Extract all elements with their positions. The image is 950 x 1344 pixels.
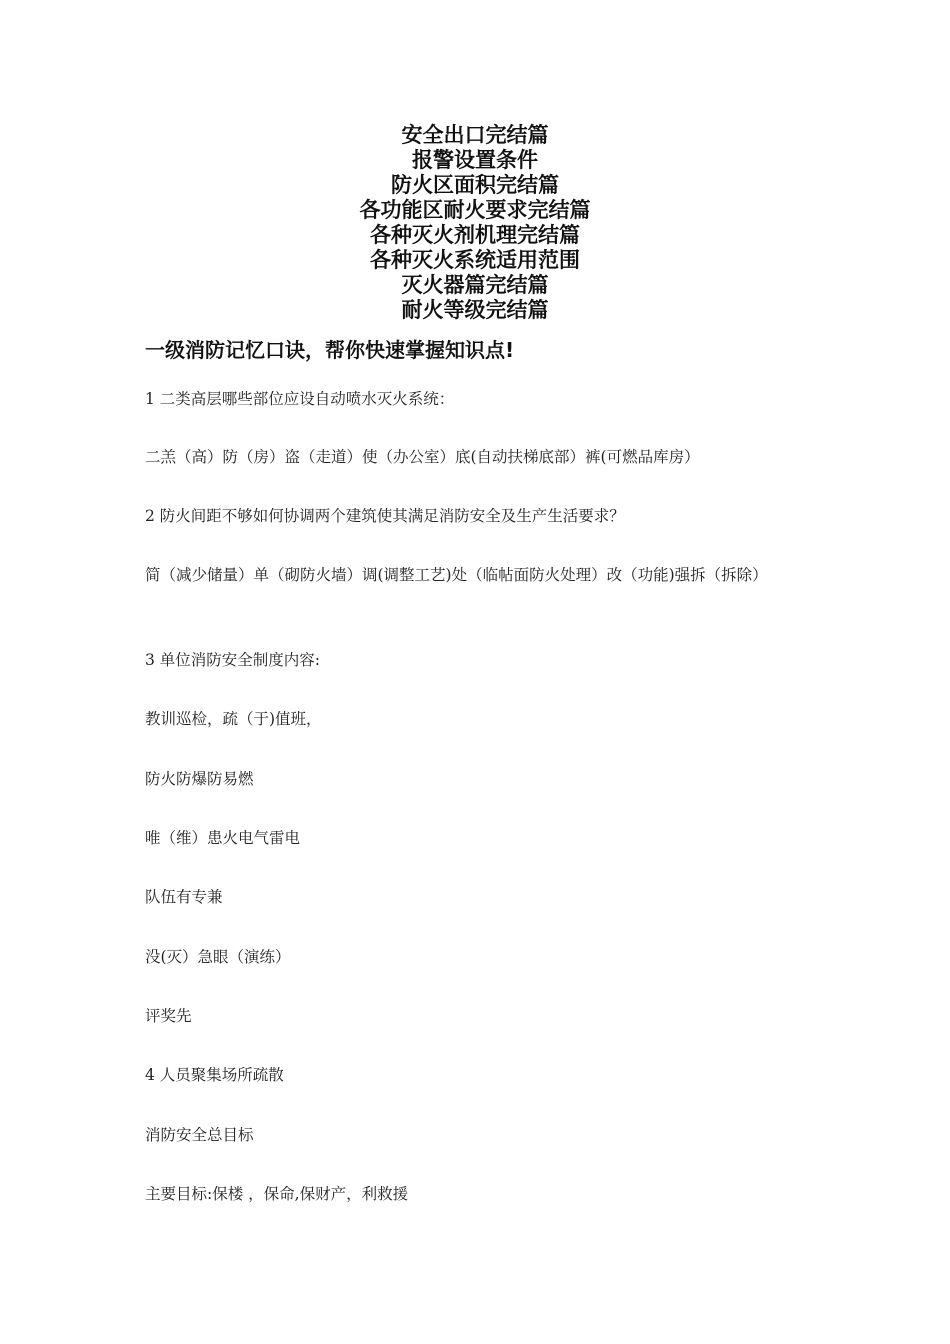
title-line: 各种灭火系统适用范围 bbox=[370, 248, 580, 272]
paragraph: 没(灭）急眼（演练） bbox=[145, 948, 291, 966]
paragraph: 4 人员聚集场所疏散 bbox=[145, 1066, 284, 1084]
title-line: 各功能区耐火要求完结篇 bbox=[359, 198, 591, 222]
title-list bbox=[0, 123, 950, 323]
paragraph: 消防安全总目标 bbox=[145, 1126, 254, 1144]
paragraph: 防火防爆防易燃 bbox=[145, 770, 254, 788]
paragraph: 2 防火间距不够如何协调两个建筑使其满足消防安全及生产生活要求？ bbox=[145, 507, 625, 525]
paragraph: 二羔（高）防（房）盗（走道）使（办公室）底(自动扶梯底部）裤(可燃品库房） bbox=[145, 448, 700, 466]
paragraph: 唯（维）患火电气雷电 bbox=[145, 829, 301, 847]
paragraph: 简（减少储量）单（砌防火墙）调(调整工艺)处（临帖面防火处理）改（功能)强拆（拆除） bbox=[145, 566, 768, 584]
section-heading: 一级消防记忆口诀，帮你快速掌握知识点! bbox=[145, 338, 515, 362]
title-line: 灭火器篇完结篇 bbox=[401, 273, 549, 297]
title-line: 各种灭火剂机理完结篇 bbox=[370, 223, 580, 247]
title-line: 耐火等级完结篇 bbox=[401, 298, 549, 322]
paragraph: 队伍有专兼 bbox=[145, 888, 223, 906]
title-line: 防火区面积完结篇 bbox=[391, 173, 559, 197]
paragraph: 1 二类高层哪些部位应设自动喷水灭火系统： bbox=[145, 390, 455, 408]
title-line: 安全出口完结篇 bbox=[401, 123, 549, 147]
paragraph: 教训巡检，疏（于)值班， bbox=[145, 710, 322, 728]
paragraph: 3 单位消防安全制度内容: bbox=[145, 651, 321, 669]
paragraph: 评奖先 bbox=[145, 1007, 192, 1025]
title-line: 报警设置条件 bbox=[412, 148, 538, 172]
paragraph: 主要目标:保楼 ，保命,保财产，利救援 bbox=[145, 1185, 409, 1203]
